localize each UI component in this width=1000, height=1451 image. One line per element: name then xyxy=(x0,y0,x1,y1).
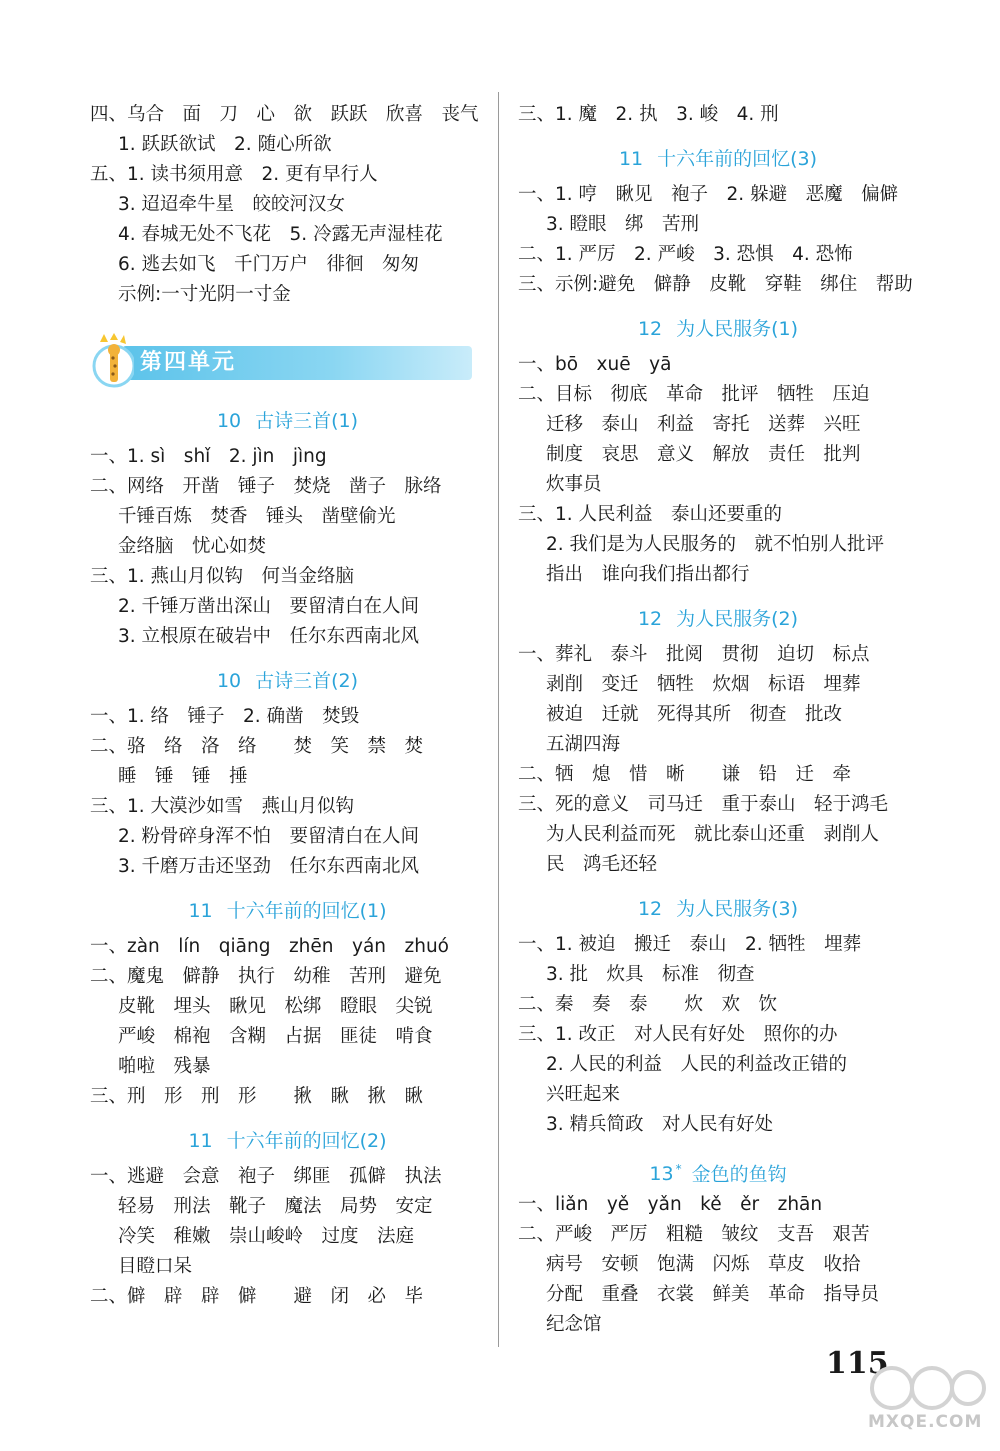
answer-line: 民 鸿毛还轻 xyxy=(546,854,658,875)
answer-line: 五湖四海 xyxy=(546,734,621,755)
lesson-heading xyxy=(518,314,918,344)
answer-line: 1. 跃跃欲试 2. 随心所欲 xyxy=(118,134,332,155)
lesson-part: (1) xyxy=(771,318,799,340)
answer-line: 目瞪口呆 xyxy=(118,1256,193,1277)
answer-line: 三、刑 形 刑 形 揪 瞅 揪 瞅 xyxy=(90,1086,424,1107)
lesson-part: * xyxy=(675,1162,682,1176)
lesson-number: 12 xyxy=(637,318,663,340)
lesson-number: 13 xyxy=(649,1163,674,1186)
lesson-title: 古诗三首 xyxy=(255,410,332,432)
answer-line: 一、1. sì shǐ 2. jìn jìng xyxy=(90,446,327,467)
unit-title: 第四单元 xyxy=(140,350,237,375)
answer-line: 指出 谁向我们指出都行 xyxy=(546,564,750,585)
answer-line: 千锤百炼 焚香 锤头 凿壁偷光 xyxy=(118,506,396,527)
answer-line: 一、bō xuē yā xyxy=(518,354,672,375)
answer-line: 为人民利益而死 就比泰山还重 剥削人 xyxy=(546,824,880,845)
answer-line: 二、牺 熄 惜 晰 谦 铅 迁 牵 xyxy=(518,764,852,785)
lesson-title: 十六年前的回忆 xyxy=(226,900,360,922)
answer-line: 一、葬礼 泰斗 批阅 贯彻 迫切 标点 xyxy=(518,644,870,665)
answer-line: 二、1. 严厉 2. 严峻 3. 恐惧 4. 恐怖 xyxy=(518,244,853,265)
lesson-heading xyxy=(90,896,485,926)
answer-line: 轻易 刑法 靴子 魔法 局势 安定 xyxy=(118,1196,433,1217)
answer-line: 二、网络 开凿 锤子 焚烧 凿子 脉络 xyxy=(90,476,442,497)
answer-line: 2. 我们是为人民服务的 就不怕别人批评 xyxy=(546,534,885,555)
lesson-number: 10 xyxy=(216,670,242,692)
answer-line: 三、1. 人民利益 泰山还要重的 xyxy=(518,504,783,525)
lesson-part: (2) xyxy=(771,608,799,630)
lesson-title: 十六年前的回忆 xyxy=(226,1130,360,1152)
lesson-title: 金色的鱼钩 xyxy=(691,1163,787,1186)
lesson-number: 10 xyxy=(216,410,242,432)
lesson-heading xyxy=(90,1126,485,1156)
answer-line: 一、zàn lín qiāng zhēn yán zhuó xyxy=(90,936,449,957)
answer-line: 二、目标 彻底 革命 批评 牺牲 压迫 xyxy=(518,384,870,405)
answer-line: 二、秦 奏 泰 炊 欢 饮 xyxy=(518,994,778,1015)
lesson-number: 11 xyxy=(188,900,213,922)
answer-line: 一、逃避 会意 袍子 绑匪 孤僻 执法 xyxy=(90,1166,442,1187)
lesson-title: 为人民服务 xyxy=(676,318,772,340)
answer-line: 被迫 迁就 死得其所 彻查 批改 xyxy=(546,704,843,725)
lesson-part: (1) xyxy=(331,410,359,432)
answer-line: 一、liǎn yě yǎn kě ěr zhān xyxy=(518,1194,823,1215)
answer-line: 分配 重叠 衣裳 鲜美 革命 指导员 xyxy=(546,1284,880,1305)
watermark-emblem-icon xyxy=(868,1364,986,1414)
answer-line: 睡 锤 锤 捶 xyxy=(118,766,248,787)
answer-line: 3. 瞪眼 绑 苦刑 xyxy=(546,214,700,235)
answer-line: 2. 千锤万凿出深山 要留清白在人间 xyxy=(118,596,420,617)
watermark-text: MXQE.COM xyxy=(868,1412,983,1432)
lesson-part: (3) xyxy=(771,898,799,920)
answer-line: 二、魔鬼 僻静 执行 幼稚 苦刑 避免 xyxy=(90,966,442,987)
answer-line: 三、1. 改正 对人民有好处 照你的办 xyxy=(518,1024,838,1045)
lesson-title: 十六年前的回忆 xyxy=(657,148,791,170)
right-column xyxy=(518,100,918,1340)
answer-line: 纪念馆 xyxy=(546,1314,602,1335)
lesson-heading xyxy=(518,604,918,634)
unit-banner xyxy=(90,332,485,392)
answer-line: 严峻 棉袍 含糊 占据 匪徒 啃食 xyxy=(118,1026,433,1047)
lesson-heading xyxy=(518,894,918,924)
answer-line: 示例:一寸光阴一寸金 xyxy=(118,284,291,305)
answer-line: 一、1. 哼 瞅见 袍子 2. 躲避 恶魔 偏僻 xyxy=(518,184,899,205)
answer-line: 一、1. 被迫 搬迁 泰山 2. 牺牲 埋葬 xyxy=(518,934,862,955)
lesson-part: (3) xyxy=(790,148,818,170)
lesson-heading xyxy=(518,144,918,174)
answer-line: 炊事员 xyxy=(546,474,602,495)
answer-line: 剥削 变迁 牺牲 炊烟 标语 埋葬 xyxy=(546,674,861,695)
left-column xyxy=(90,100,485,1312)
answer-line: 三、1. 魔 2. 执 3. 峻 4. 刑 xyxy=(518,104,779,125)
answer-line: 金络脑 忧心如焚 xyxy=(118,536,267,557)
answer-line: 3. 批 炊具 标准 彻查 xyxy=(546,964,755,985)
answer-line: 三、示例:避免 僻静 皮靴 穿鞋 绑住 帮助 xyxy=(518,274,913,295)
lesson-part: (2) xyxy=(359,1130,387,1152)
lesson-number: 11 xyxy=(188,1130,213,1152)
lesson-heading xyxy=(90,666,485,696)
answer-line: 2. 人民的利益 人民的利益改正错的 xyxy=(546,1054,848,1075)
answer-line: 啪啦 残暴 xyxy=(118,1056,211,1077)
answer-line: 五、1. 读书须用意 2. 更有早行人 xyxy=(90,164,378,185)
column-divider xyxy=(498,92,499,1347)
lesson-heading xyxy=(518,1154,918,1184)
answer-line: 一、1. 络 锤子 2. 确凿 焚毁 xyxy=(90,706,360,727)
answer-line: 迁移 泰山 利益 寄托 送葬 兴旺 xyxy=(546,414,861,435)
answer-line: 3. 迢迢牵牛星 皎皎河汉女 xyxy=(118,194,346,215)
answer-line: 冷笑 稚嫩 崇山峻岭 过度 法庭 xyxy=(118,1226,415,1247)
answer-line: 三、1. 大漠沙如雪 燕山月似钩 xyxy=(90,796,355,817)
lesson-part: (1) xyxy=(359,900,387,922)
answer-line: 病号 安顿 饱满 闪烁 草皮 收拾 xyxy=(546,1254,861,1275)
answer-line: 3. 千磨万击还坚劲 任尔东西南北风 xyxy=(118,856,420,877)
answer-line: 三、1. 燕山月似钩 何当金络脑 xyxy=(90,566,355,587)
giraffe-mascot-icon xyxy=(90,332,134,390)
answer-line: 3. 立根原在破岩中 任尔东西南北风 xyxy=(118,626,420,647)
answer-line: 二、严峻 严厉 粗糙 皱纹 支吾 艰苦 xyxy=(518,1224,870,1245)
page-number: 115 xyxy=(826,1346,889,1381)
answer-line: 皮靴 埋头 瞅见 松绑 瞪眼 尖锐 xyxy=(118,996,433,1017)
lesson-title: 为人民服务 xyxy=(676,608,772,630)
lesson-title: 古诗三首 xyxy=(255,670,332,692)
answer-line: 制度 哀思 意义 解放 责任 批判 xyxy=(546,444,861,465)
answer-line: 6. 逃去如飞 千门万户 徘徊 匆匆 xyxy=(118,254,420,275)
answer-line: 2. 粉骨碎身浑不怕 要留清白在人间 xyxy=(118,826,420,847)
answer-line: 3. 精兵简政 对人民有好处 xyxy=(546,1114,774,1135)
answer-line: 二、骆 络 洛 络 焚 笑 禁 焚 xyxy=(90,736,424,757)
lesson-heading xyxy=(90,406,485,436)
answer-line: 4. 春城无处不飞花 5. 冷露无声湿桂花 xyxy=(118,224,443,245)
answer-line: 四、乌合 面 刀 心 欲 跃跃 欣喜 丧气 xyxy=(90,104,479,125)
answer-line: 三、死的意义 司马迁 重于泰山 轻于鸿毛 xyxy=(518,794,889,815)
lesson-part: (2) xyxy=(331,670,359,692)
answer-line: 兴旺起来 xyxy=(546,1084,621,1105)
lesson-title: 为人民服务 xyxy=(676,898,772,920)
lesson-number: 11 xyxy=(618,148,644,170)
lesson-number: 12 xyxy=(637,898,663,920)
watermark-logo xyxy=(868,1364,986,1440)
lesson-number: 12 xyxy=(637,608,663,630)
answer-line: 二、僻 辟 辟 僻 避 闭 必 毕 xyxy=(90,1286,424,1307)
